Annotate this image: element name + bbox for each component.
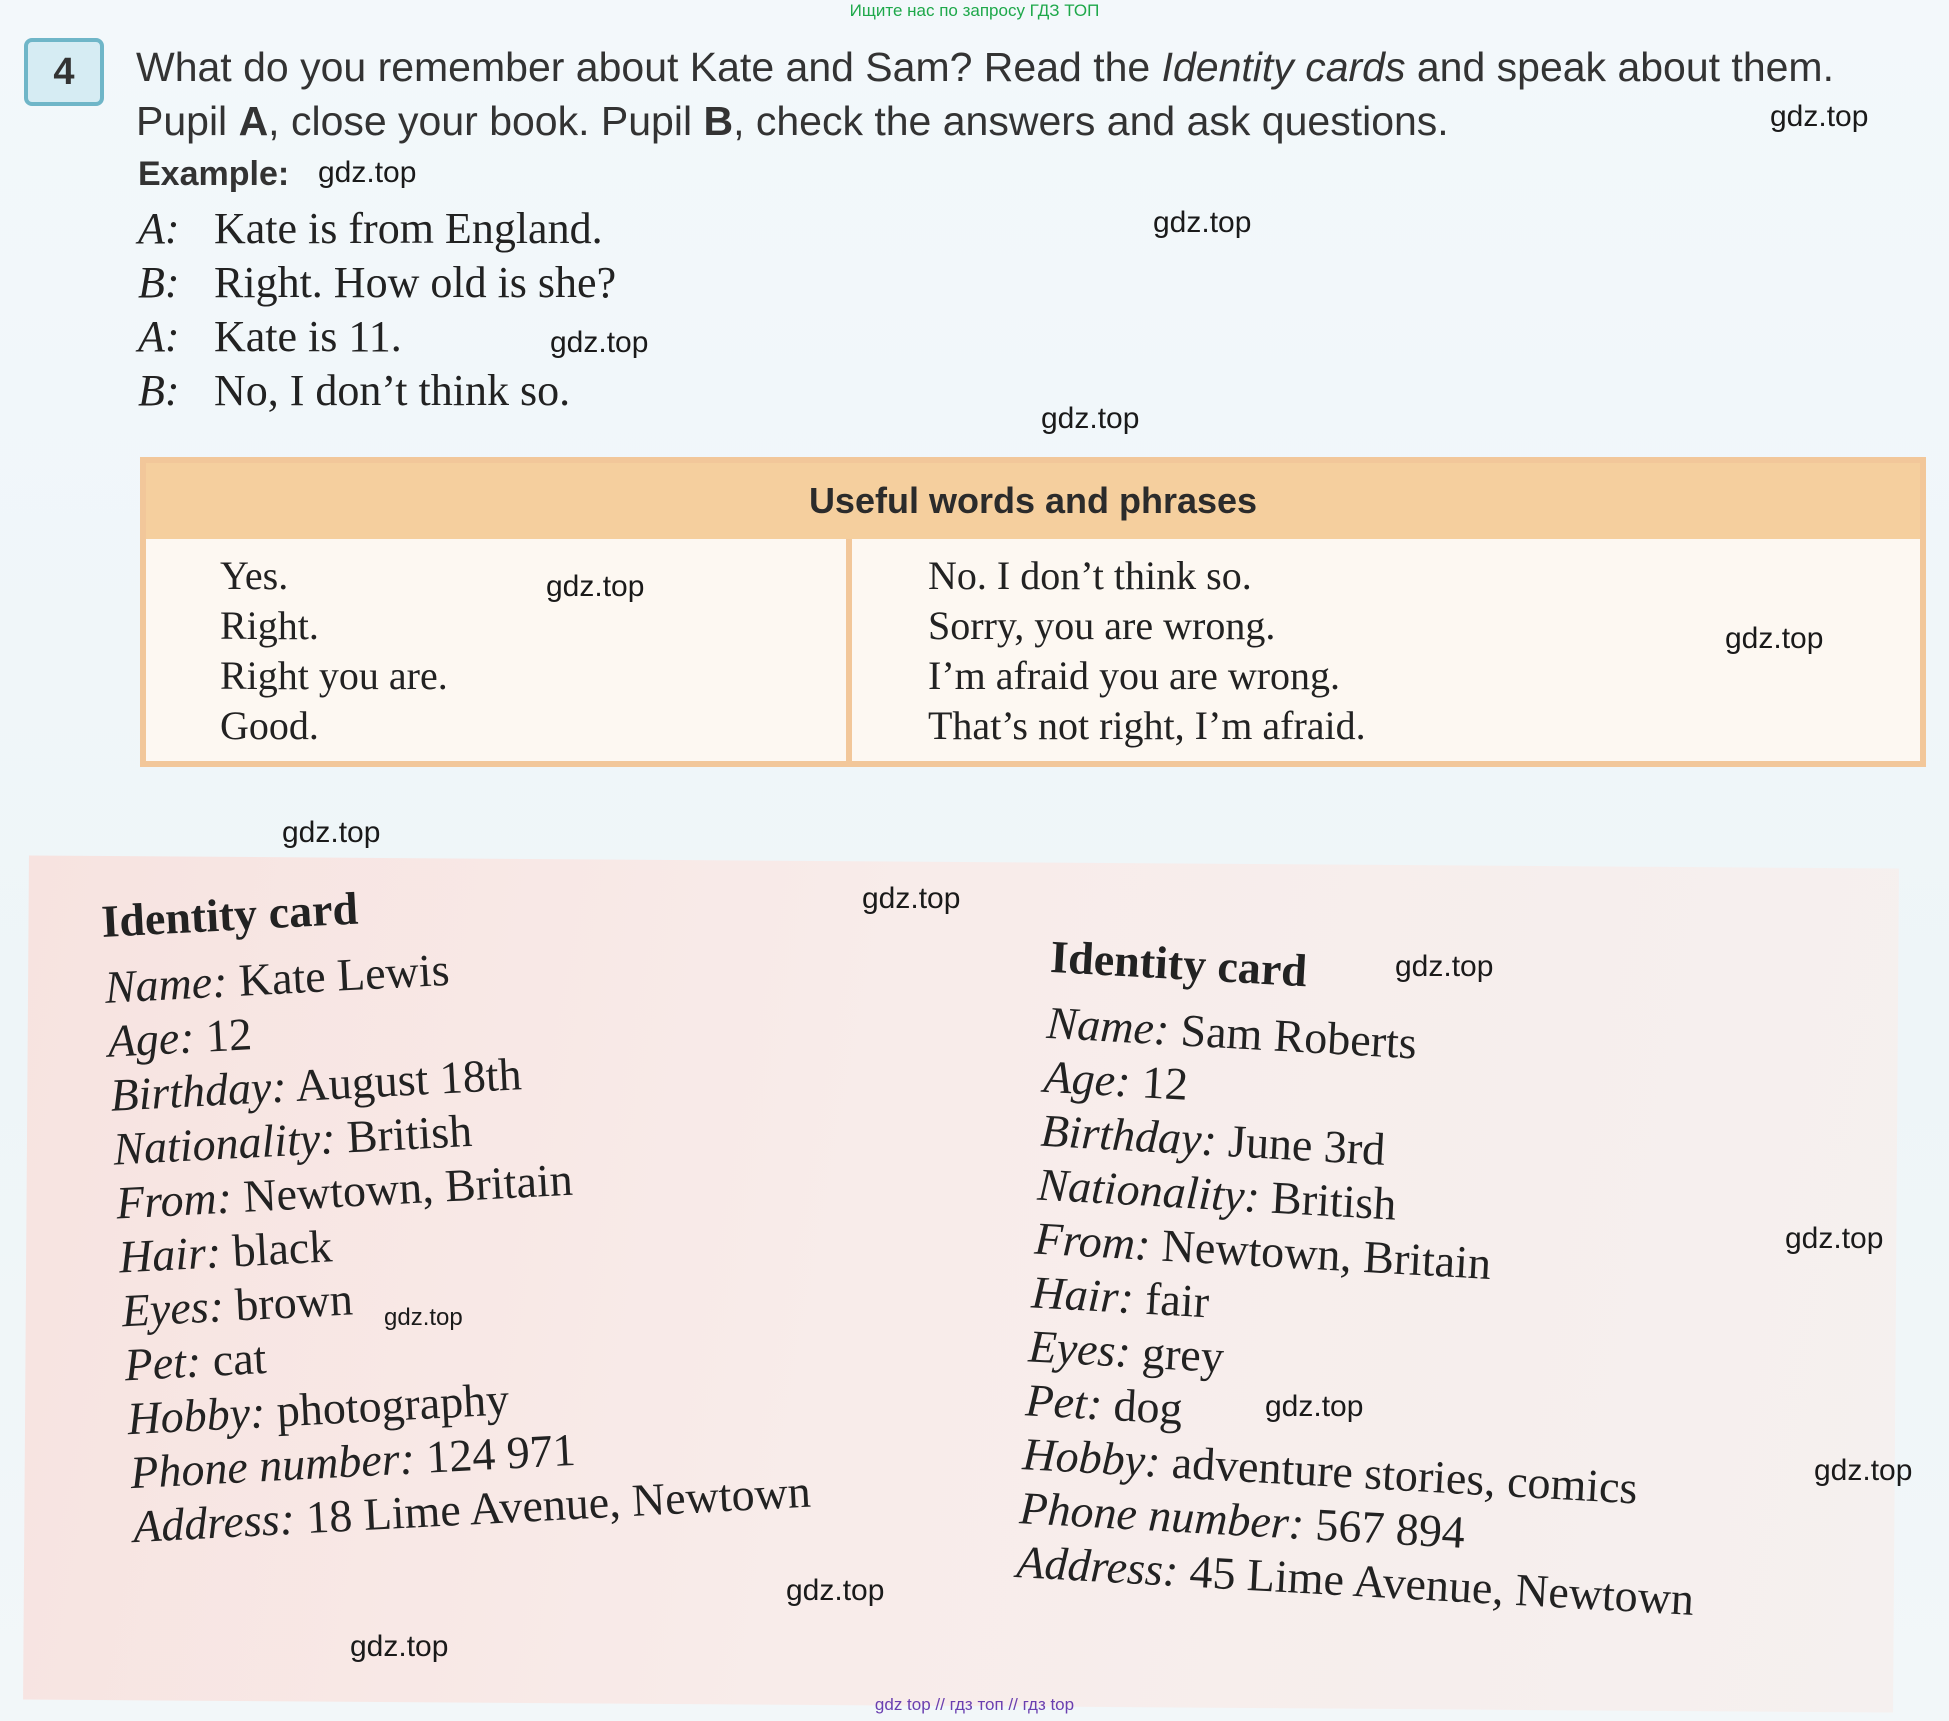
- card-label: Pet:: [123, 1335, 203, 1391]
- card-value: 45 Lime Avenue, Newtown: [1188, 1545, 1696, 1625]
- card-label: Hobby:: [1021, 1428, 1162, 1487]
- task-number-badge: 4: [24, 38, 104, 106]
- card-value: dog: [1112, 1379, 1185, 1434]
- bottom-banner[interactable]: gdz top // гдз топ // гдз top: [874, 1695, 1075, 1714]
- card-value: brown: [233, 1273, 355, 1331]
- card-label: Name:: [1045, 996, 1171, 1055]
- card-value: British: [345, 1104, 474, 1163]
- card-value: June 3rd: [1226, 1115, 1387, 1175]
- watermark: gdz.top: [546, 570, 645, 603]
- dialogue-text: Kate is from England.: [214, 204, 603, 253]
- card-label: Eyes:: [1027, 1320, 1133, 1378]
- top-banner[interactable]: Ищите нас по запросу ГДЗ ТОП: [849, 1, 1100, 20]
- card-label: Nationality:: [1036, 1158, 1262, 1222]
- phrase-item: Right you are.: [220, 653, 448, 698]
- useful-phrases-title: Useful words and phrases: [146, 463, 1920, 539]
- instructions-text-2: and speak about them. Pupil: [136, 44, 1834, 144]
- useful-phrases-columns: [146, 539, 1920, 761]
- card-value: photography: [275, 1373, 511, 1437]
- dialogue-speaker: B:: [138, 258, 180, 307]
- watermark: gdz.top: [550, 326, 649, 359]
- card-value: Newtown, Britain: [241, 1153, 574, 1222]
- watermark: gdz.top: [1725, 622, 1824, 655]
- identity-card-kate: [100, 859, 812, 1554]
- card-value: 567 894: [1314, 1498, 1467, 1558]
- dialogue-line: [138, 364, 616, 418]
- card-label: Birthday:: [109, 1060, 288, 1121]
- dialogue-text: Right. How old is she?: [214, 258, 617, 307]
- card-label: Eyes:: [120, 1280, 226, 1337]
- card-value: Sam Roberts: [1179, 1004, 1419, 1069]
- card-label: From:: [114, 1171, 234, 1229]
- card-label: Age:: [1042, 1050, 1132, 1107]
- card-label: Birthday:: [1039, 1104, 1219, 1166]
- useful-phrases-box: [140, 457, 1926, 767]
- phrase-item: Good.: [220, 703, 319, 748]
- card-value: 124 971: [424, 1423, 577, 1483]
- card-label: Nationality:: [111, 1112, 337, 1175]
- watermark: gdz.top: [1265, 1390, 1364, 1423]
- card-label: Age:: [106, 1011, 196, 1067]
- card-label: Hair:: [117, 1226, 223, 1283]
- card-label: Phone number:: [1018, 1482, 1306, 1549]
- example-label: Example:: [138, 155, 290, 193]
- phrase-item: No. I don’t think so.: [928, 553, 1252, 598]
- identity-card-title: Identity card: [1049, 930, 1309, 997]
- card-label: Pet:: [1024, 1374, 1104, 1430]
- dialogue-speaker: A:: [138, 312, 180, 361]
- phrase-item: That’s not right, I’m afraid.: [928, 703, 1366, 748]
- card-label: From:: [1033, 1212, 1152, 1270]
- instructions-text-1: What do you remember about Kate and Sam? Read the: [136, 44, 1162, 90]
- task-instructions: [136, 40, 1936, 148]
- card-value: adventure stories, comics: [1170, 1436, 1639, 1514]
- watermark: gdz.top: [862, 882, 961, 915]
- phrase-item: Right.: [220, 603, 319, 648]
- agree-phrases-column: [146, 539, 852, 761]
- watermark: gdz.top: [318, 156, 417, 189]
- card-value: cat: [211, 1331, 268, 1386]
- card-value: black: [231, 1220, 334, 1277]
- card-label: Address:: [131, 1492, 297, 1553]
- card-label: Hair:: [1030, 1266, 1136, 1324]
- instructions-italic: Identity cards: [1161, 44, 1406, 90]
- pupil-a-label: A: [238, 98, 269, 144]
- watermark: gdz.top: [1041, 402, 1140, 435]
- dialogue-text: Kate is 11.: [214, 312, 402, 361]
- identity-card-title: Identity card: [100, 882, 360, 947]
- watermark: gdz.top: [1395, 950, 1494, 983]
- dialogue-speaker: A:: [138, 204, 180, 253]
- watermark: gdz.top: [384, 1304, 463, 1331]
- watermark: gdz.top: [1785, 1222, 1884, 1255]
- dialogue-speaker: B:: [138, 366, 180, 415]
- instructions-text-3: , close your book. Pupil: [268, 98, 704, 144]
- card-value: August 18th: [294, 1048, 523, 1111]
- dialogue-text: No, I don’t think so.: [214, 366, 571, 415]
- card-value: 12: [204, 1008, 254, 1062]
- watermark: gdz.top: [1153, 206, 1252, 239]
- dialogue-line: [138, 202, 616, 256]
- card-label: Hobby:: [126, 1386, 267, 1445]
- phrase-item: Yes.: [220, 553, 289, 598]
- watermark: gdz.top: [350, 1630, 449, 1663]
- pupil-b-label: B: [703, 98, 734, 144]
- card-value: Newtown, Britain: [1160, 1219, 1493, 1289]
- watermark: gdz.top: [1814, 1454, 1913, 1487]
- watermark: gdz.top: [786, 1574, 885, 1607]
- card-label: Name:: [103, 955, 229, 1013]
- card-value: 18 Lime Avenue, Newtown: [304, 1465, 812, 1544]
- watermark: gdz.top: [282, 816, 381, 849]
- phrase-item: I’m afraid you are wrong.: [928, 653, 1341, 698]
- card-value: grey: [1140, 1326, 1226, 1383]
- card-value: British: [1269, 1171, 1398, 1230]
- dialogue-line: [138, 310, 616, 364]
- card-value: fair: [1143, 1272, 1211, 1328]
- card-label: Phone number:: [128, 1432, 417, 1499]
- example-dialogue: [138, 202, 616, 418]
- card-value: Kate Lewis: [237, 943, 451, 1006]
- phrase-item: Sorry, you are wrong.: [928, 603, 1276, 648]
- identity-card-sam: [1015, 930, 1729, 1627]
- card-label: Address:: [1015, 1536, 1180, 1597]
- watermark: gdz.top: [1770, 100, 1869, 133]
- dialogue-line: [138, 256, 616, 310]
- card-value: 12: [1140, 1056, 1190, 1110]
- instructions-text-4: , check the answers and ask questions.: [733, 98, 1449, 144]
